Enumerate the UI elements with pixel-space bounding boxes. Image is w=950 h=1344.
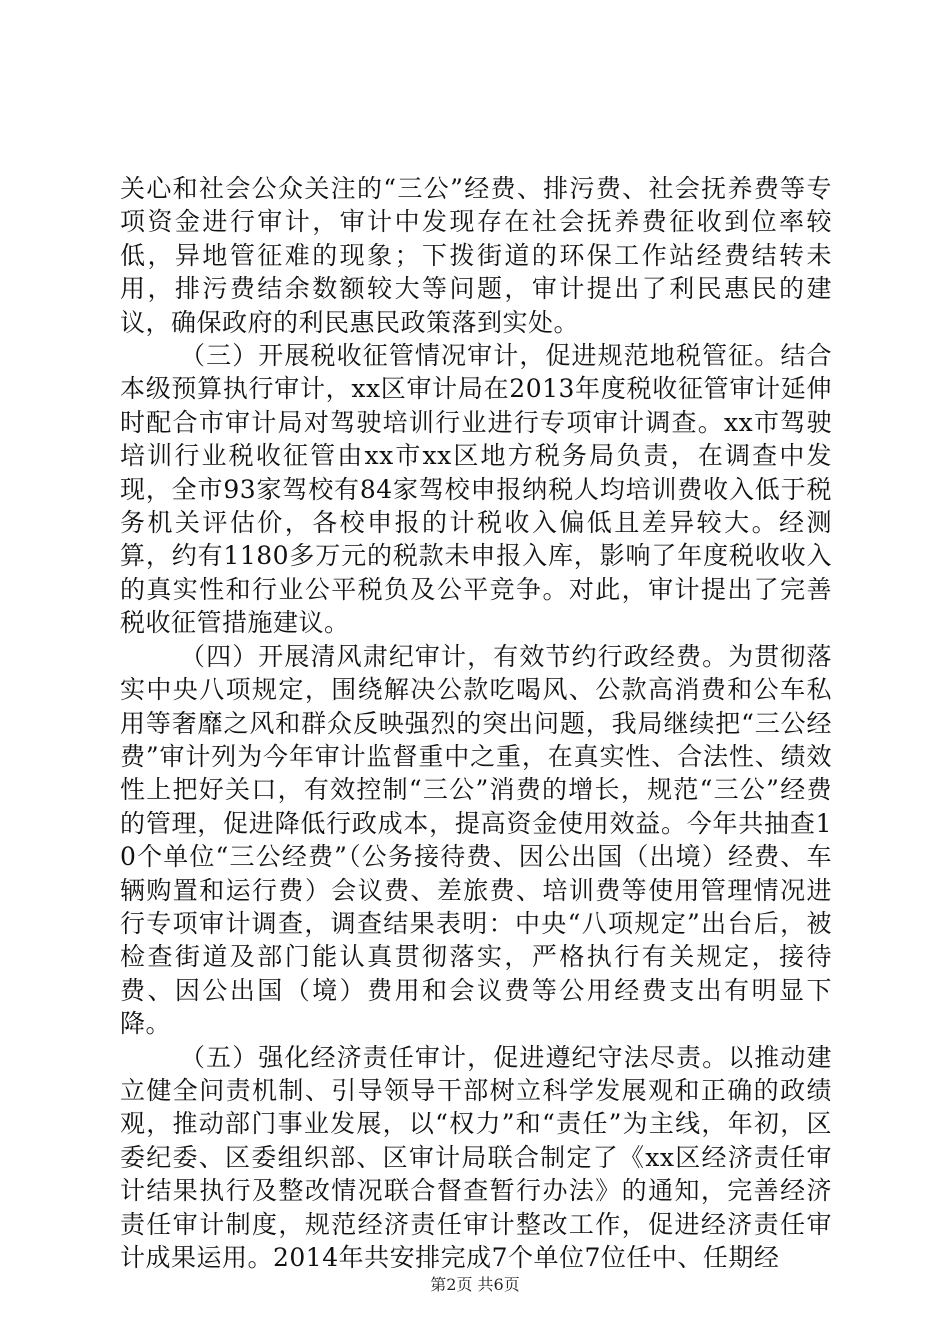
paragraph-discipline-audit: （四）开展清风肃纪审计，有效节约行政经费。为贯彻落实中央八项规定，围绕解决公款吃喝风、公款高消费和公车私用等奢靡之风和群众反映强烈的突出问题，我局继续把“三公经费”审计列为今年审计监督重中之重，在真实性、合法性、绩效性上把好关口，有效控制“三公”消费的增长，规范“三公”经费的管理，促进降低行政成本，提高资金使用效益。今年共抽查10个单位“三公经费”（公务接待费、因公出国（出境）经费、车辆购置和运行费）会议费、差旅费、培训费等使用管理情况进行专项审计调查，调查结果表明：中央“八项规定”出台后，被检查街道及部门能认真贯彻落实，严格执行有关规定，接待费、因公出国（境）费用和会议费等公用经费支出有明显下降。 [120,641,832,1039]
paragraph-continuation: 关心和社会公众关注的“三公”经费、排污费、社会抚养费等专项资金进行审计，审计中发现存在社会抚养费征收到位率较低，异地管征难的现象；下拨街道的环保工作站经费结转未用，排污费结余数额较大等问题，审计提出了利民惠民的建议，确保政府的利民惠民政策落到实处。 [120,174,832,337]
document-body [120,172,832,1274]
paragraph-tax-audit: （三）开展税收征管情况审计，促进规范地税管征。结合本级预算执行审计，xx区审计局在2013年度税收征管审计延伸时配合市审计局对驾驶培训行业进行专项审计调查。xx市驾驶培训行业税收征管由xx市xx区地方税务局负责，在调查中发现，全市93家驾校有84家驾校申报纳税人均培训费收入低于税务机关评估价，各校申报的计税收入偏低且差异较大。经测算，约有1180多万元的税款未申报入库，影响了年度税收收入的真实性和行业公平税负及公平竞争。对此，审计提出了完善税收征管措施建议。 [120,341,832,638]
page-number-footer: 第2页 共6页 [430,1275,520,1294]
paragraph-economic-responsibility-audit: （五）强化经济责任审计，促进遵纪守法尽责。以推动建立健全问责机制、引导领导干部树立科学发展观和正确的政绩观，推动部门事业发展，以“权力”和“责任”为主线，年初，区委纪委、区委组织部、区审计局联合制定了《xx区经济责任审计结果执行及整改情况联合督查暂行办法》的通知，完善经济责任审计制度，规范经济责任审计整改工作，促进经济责任审计成果运用。2014年共安排完成7个单位7位任中、任期经 [120,1042,832,1272]
